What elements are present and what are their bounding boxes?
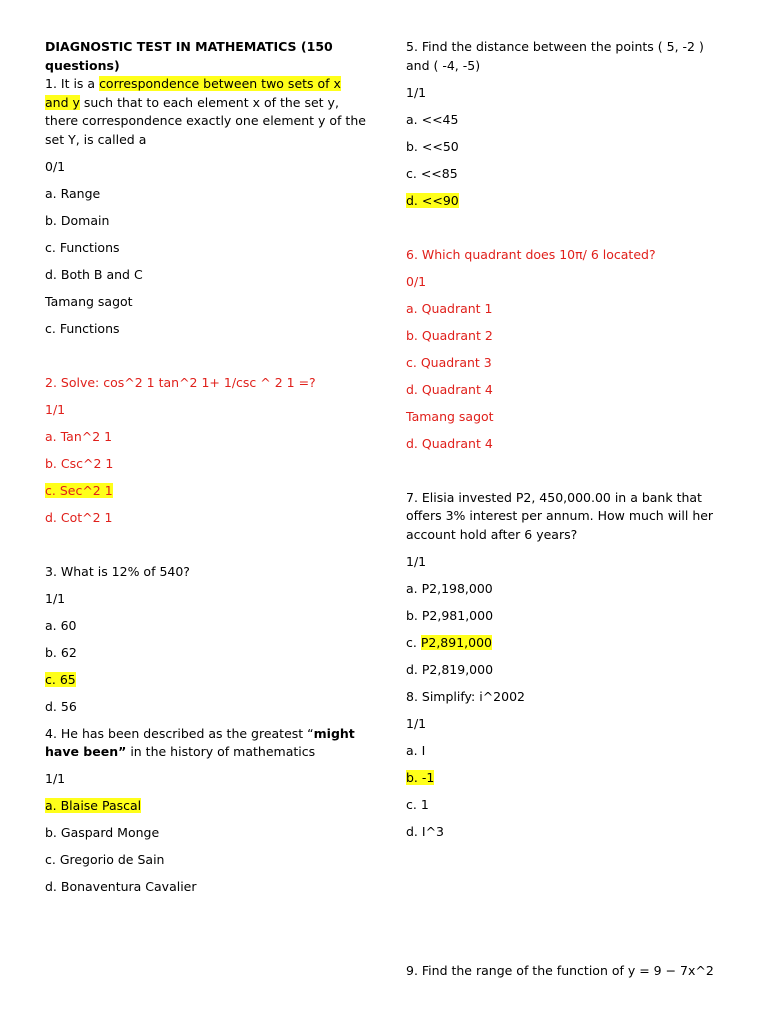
question-2-text: 2. Solve: cos^2 1 tan^2 1+ 1/csc ^ 2 1 =?: [45, 374, 316, 390]
question-6-correct-label: Tamang sagot: [406, 408, 494, 424]
question-4-bold: might have been”: [45, 725, 355, 759]
question-7-option-c-prefix: c.: [406, 634, 421, 650]
question-2-score: 1/1: [45, 401, 66, 417]
question-8-option-d: d. I^3: [406, 823, 444, 839]
question-6-option-a: a. Quadrant 1: [406, 300, 493, 316]
question-6-text: 6. Which quadrant does 10π/ 6 located?: [406, 246, 656, 262]
question-1-text-start: 1. It is a: [45, 76, 100, 91]
question-9-text: 9. Find the range of the function of y = 9 − 7x^2: [406, 963, 714, 978]
question-5-option-d: [406, 192, 726, 211]
question-7-option-c: [406, 634, 726, 653]
question-4-text-start: 4. He has been described as the greatest “: [45, 725, 314, 741]
question-3-option-a: a. 60: [45, 617, 77, 633]
question-1-highlight: correspondence between two sets of x and y: [45, 76, 341, 110]
question-6-correct-answer: d. Quadrant 4: [406, 435, 493, 451]
question-5-option-b: b. <<50: [406, 138, 459, 154]
question-5-option-d-highlight: d. <<90: [406, 192, 459, 208]
page-title: DIAGNOSTIC TEST IN MATHEMATICS (150 questions): [45, 39, 333, 73]
question-5-text: 5. Find the distance between the points ( 5, -2 ) and ( -4, -5): [406, 39, 704, 73]
question-5-option-a: a. <<45: [406, 111, 459, 127]
question-1-option-b: b. Domain: [45, 212, 110, 228]
question-3-score: 1/1: [45, 590, 66, 606]
question-6-option-d: d. Quadrant 4: [406, 381, 493, 397]
spacer: [406, 453, 726, 480]
right-column: [406, 38, 726, 841]
question-4-text-end: in the history of mathematics: [126, 744, 316, 759]
question-4-option-b: b. Gaspard Monge: [45, 825, 160, 840]
question-3-option-b: b. 62: [45, 644, 77, 660]
question-4-option-d: d. Bonaventura Cavalier: [45, 879, 197, 894]
question-4-score: 1/1: [45, 771, 66, 786]
question-1-correct-answer: c. Functions: [45, 320, 120, 336]
question-6-option-b: b. Quadrant 2: [406, 327, 493, 343]
question-1-correct-label: Tamang sagot: [45, 293, 133, 309]
question-2-option-a: a. Tan^2 1: [45, 428, 113, 444]
question-8-text: 8. Simplify: i^2002: [406, 688, 525, 704]
question-2-option-c: [45, 482, 367, 501]
question-8-option-a: a. I: [406, 742, 426, 758]
question-2-option-d: d. Cot^2 1: [45, 509, 113, 525]
spacer: [45, 527, 367, 554]
question-7-option-b: b. P2,981,000: [406, 607, 494, 623]
question-7-score: 1/1: [406, 553, 427, 569]
question-2-option-b: b. Csc^2 1: [45, 455, 114, 471]
question-5-score: 1/1: [406, 84, 427, 100]
question-3-option-d: d. 56: [45, 698, 77, 714]
question-3-option-c-highlight: c. 65: [45, 671, 76, 687]
question-7-text: 7. Elisia invested P2, 450,000.00 in a bank that offers 3% interest per annum. How much will her account hold after 6 years?: [406, 489, 714, 542]
question-2-option-c-highlight: c. Sec^2 1: [45, 482, 113, 498]
question-1-text: [45, 75, 367, 149]
left-column: [45, 38, 367, 897]
question-8-option-c: c. 1: [406, 796, 429, 812]
spacer: [406, 210, 726, 237]
question-4-option-c: c. Gregorio de Sain: [45, 852, 165, 867]
question-7-option-c-highlight: P2,891,000: [420, 634, 492, 650]
question-8-option-b: [406, 769, 726, 788]
question-5-option-c: c. <<85: [406, 165, 458, 181]
question-1-option-d: d. Both B and C: [45, 266, 143, 282]
question-3-text: 3. What is 12% of 540?: [45, 563, 190, 579]
spacer: [45, 338, 367, 365]
question-4-option-a-highlight: a. Blaise Pascal: [45, 798, 142, 813]
question-1-text-end: such that to each element x of the set y, there correspondence exactly one element y of the set Y, is called a: [45, 94, 366, 147]
question-8-option-b-highlight: b. -1: [406, 769, 435, 785]
question-3-option-c: [45, 671, 367, 690]
question-1-score: 0/1: [45, 158, 66, 174]
question-6-option-c: c. Quadrant 3: [406, 354, 492, 370]
question-6-score: 0/1: [406, 273, 427, 289]
question-8-score: 1/1: [406, 715, 427, 731]
question-7-option-d: d. P2,819,000: [406, 661, 494, 677]
question-4-option-a: [45, 797, 367, 816]
question-4-text: [45, 725, 367, 762]
question-1-option-c: c. Functions: [45, 239, 120, 255]
question-7-option-a: a. P2,198,000: [406, 580, 493, 596]
question-1-option-a: a. Range: [45, 185, 101, 201]
